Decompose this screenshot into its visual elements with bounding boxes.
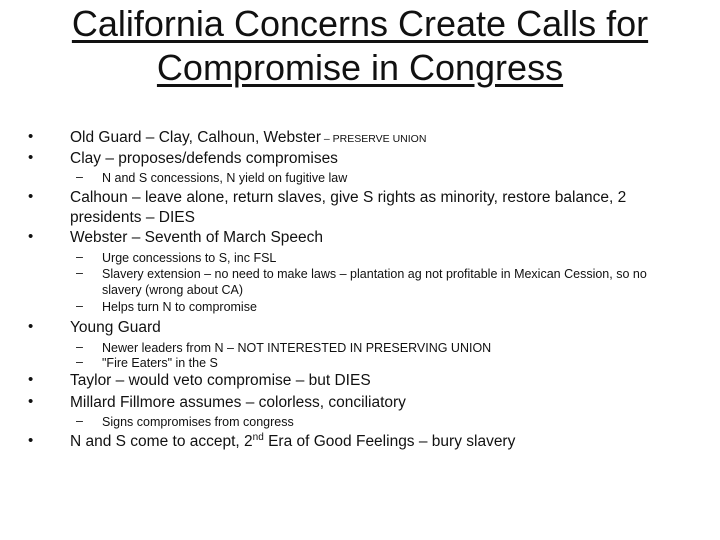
bullet-text: N and S come to accept, 2 — [70, 433, 253, 450]
sub-bullet-text: Signs compromises from congress — [102, 415, 294, 429]
bullet-text-continued: Era of Good Feelings – bury slavery — [263, 433, 516, 450]
sub-bullet-text: "Fire Eaters" in the S — [102, 356, 218, 370]
bullet-icon: • — [28, 318, 34, 335]
dash-icon: – — [76, 266, 83, 280]
bullet-icon: • — [28, 393, 34, 410]
title-line-1: California Concerns Create Calls for — [71, 3, 649, 44]
bullet-icon: • — [28, 371, 34, 388]
ordinal-suffix: nd — [252, 431, 264, 443]
dash-icon: – — [76, 355, 83, 369]
dash-icon: – — [76, 170, 83, 184]
bullet-text: Millard Fillmore assumes – colorless, conciliatory — [70, 394, 406, 411]
bullet-text: Clay – proposes/defends compromises — [70, 150, 338, 167]
sub-bullet-text: Slavery extension – no need to make laws – plantation ag not profitable in Mexican Cession, so no slavery (wrong about CA) — [102, 267, 647, 297]
bullet-icon: • — [28, 432, 34, 449]
bullet-icon: • — [28, 188, 34, 205]
title-line-2: Compromise in Congress — [156, 47, 564, 88]
bullet-text-small: – PRESERVE UNION — [321, 133, 427, 145]
sub-bullet-text: Helps turn N to compromise — [102, 300, 257, 314]
bullet-text: Taylor – would veto compromise – but DIES — [70, 372, 371, 389]
sub-bullet-text: N and S concessions, N yield on fugitive law — [102, 171, 348, 185]
bullet-text: Webster – Seventh of March Speech — [70, 229, 324, 246]
bullet-text: Young Guard — [70, 319, 161, 336]
dash-icon: – — [76, 250, 83, 264]
bullet-icon: • — [28, 149, 34, 166]
bullet-text: Calhoun – leave alone, return slaves, give S rights as minority, restore balance, 2 presidents – DIES — [70, 189, 627, 226]
sub-bullet-text: Newer leaders from N – NOT INTERESTED IN PRESERVING UNION — [102, 341, 492, 355]
bullet-icon: • — [28, 228, 34, 245]
bullet-text: Old Guard – Clay, Calhoun, Webster — [70, 129, 321, 146]
dash-icon: – — [76, 340, 83, 354]
slide-title — [0, 2, 720, 90]
sub-bullet-text: Urge concessions to S, inc FSL — [102, 251, 277, 265]
dash-icon: – — [76, 299, 83, 313]
dash-icon: – — [76, 414, 83, 428]
bullet-icon: • — [28, 128, 34, 145]
